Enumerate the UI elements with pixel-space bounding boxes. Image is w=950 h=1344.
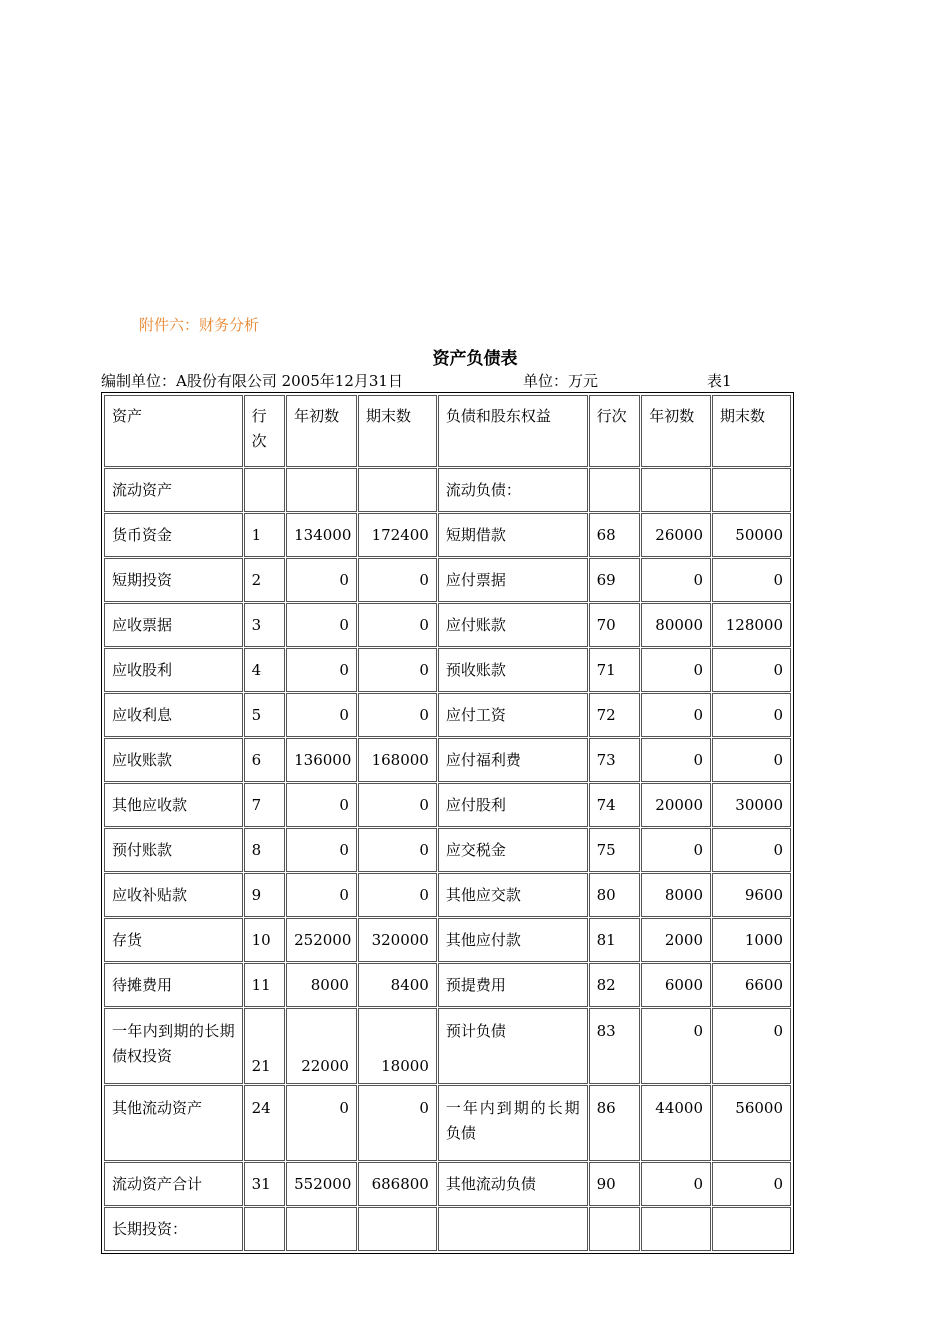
liability-name: 预计负债 [438,1008,588,1084]
liability-line: 90 [589,1162,641,1206]
liability-begin [641,1207,711,1251]
liability-begin: 8000 [641,873,711,917]
liability-begin: 0 [641,648,711,692]
liability-line: 75 [589,828,641,872]
asset-name: 流动资产 [104,468,243,512]
balance-sheet-table [103,394,792,1252]
liability-line [589,1207,641,1251]
liability-end: 30000 [712,783,791,827]
asset-begin: 0 [286,1085,357,1161]
liability-name: 短期借款 [438,513,588,557]
liability-end: 0 [712,693,791,737]
page-title: 资产负债表 [432,349,518,369]
asset-begin: 0 [286,873,357,917]
header-liabilities: 负债和股东权益 [438,395,588,467]
liability-end: 0 [712,1008,791,1084]
liability-begin: 0 [641,1162,711,1206]
asset-end: 168000 [358,738,437,782]
asset-name: 其他应收款 [104,783,243,827]
liability-name: 预提费用 [438,963,588,1007]
liability-line: 86 [589,1085,641,1161]
asset-name: 应收利息 [104,693,243,737]
asset-end: 0 [358,603,437,647]
table-row [104,1207,791,1251]
liability-end [712,468,791,512]
asset-line: 1 [244,513,285,557]
liability-name: 流动负债： [438,468,588,512]
liability-begin: 44000 [641,1085,711,1161]
liability-name: 应付福利费 [438,738,588,782]
asset-begin [286,468,357,512]
asset-name: 应收股利 [104,648,243,692]
liability-end: 50000 [712,513,791,557]
table-row [104,558,791,602]
currency-unit: 单位：万元 [523,372,599,390]
table-row [104,693,791,737]
header-end-b: 期末数 [712,395,791,467]
liability-line: 70 [589,603,641,647]
asset-name: 长期投资： [104,1207,243,1251]
liability-end [712,1207,791,1251]
table-number: 表1 [707,372,732,390]
liability-end: 0 [712,738,791,782]
liability-line: 71 [589,648,641,692]
asset-end: 0 [358,783,437,827]
asset-name: 待摊费用 [104,963,243,1007]
asset-end: 0 [358,648,437,692]
header-row [104,395,791,467]
liability-end: 0 [712,1162,791,1206]
liability-begin: 20000 [641,783,711,827]
liability-end: 0 [712,828,791,872]
table-row [104,1085,791,1161]
header-line-b: 行次 [589,395,641,467]
liability-begin: 2000 [641,918,711,962]
liability-name: 应交税金 [438,828,588,872]
table-row [104,783,791,827]
asset-end [358,468,437,512]
asset-begin [286,1207,357,1251]
asset-begin: 252000 [286,918,357,962]
asset-line: 31 [244,1162,285,1206]
liability-begin: 0 [641,558,711,602]
asset-line: 11 [244,963,285,1007]
asset-name: 应收票据 [104,603,243,647]
asset-end [358,1207,437,1251]
asset-begin: 0 [286,648,357,692]
liability-line: 68 [589,513,641,557]
liability-name: 其他应交款 [438,873,588,917]
asset-line: 5 [244,693,285,737]
asset-end: 172400 [358,513,437,557]
asset-end: 0 [358,558,437,602]
liability-end: 6600 [712,963,791,1007]
asset-name: 应收补贴款 [104,873,243,917]
attachment-label: 附件六：财务分析 [139,316,260,334]
liability-line: 83 [589,1008,641,1084]
asset-line: 8 [244,828,285,872]
liability-name [438,1207,588,1251]
liability-begin: 80000 [641,603,711,647]
asset-name: 一年内到期的长期债权投资 [104,1008,243,1084]
header-begin-b: 年初数 [641,395,711,467]
liability-name: 应付账款 [438,603,588,647]
table-row [104,603,791,647]
asset-begin: 552000 [286,1162,357,1206]
liability-end: 0 [712,558,791,602]
table-row [104,468,791,512]
asset-line: 4 [244,648,285,692]
header-end-a: 期末数 [358,395,437,467]
table-row [104,1162,791,1206]
asset-begin: 0 [286,828,357,872]
company-date: 编制单位：A股份有限公司 2005年12月31日 [101,372,403,390]
table-row [104,918,791,962]
asset-end: 0 [358,873,437,917]
asset-line: 10 [244,918,285,962]
table-row [104,648,791,692]
liability-end: 56000 [712,1085,791,1161]
asset-begin: 0 [286,603,357,647]
table-row [104,963,791,1007]
asset-end: 0 [358,828,437,872]
liability-name: 应付票据 [438,558,588,602]
asset-name: 存货 [104,918,243,962]
liability-line: 80 [589,873,641,917]
asset-begin: 22000 [286,1008,357,1084]
liability-name: 预收账款 [438,648,588,692]
liability-line: 73 [589,738,641,782]
liability-line: 69 [589,558,641,602]
table-row [104,873,791,917]
header-asset: 资产 [104,395,243,467]
asset-end: 0 [358,1085,437,1161]
liability-begin: 6000 [641,963,711,1007]
header-line-a: 行 次 [244,395,285,467]
asset-name: 预付账款 [104,828,243,872]
liability-begin: 0 [641,738,711,782]
asset-end: 686800 [358,1162,437,1206]
liability-name: 一年内到期的长期负债 [438,1085,588,1161]
liability-end: 1000 [712,918,791,962]
asset-line [244,468,285,512]
liability-name: 应付工资 [438,693,588,737]
asset-line [244,1207,285,1251]
liability-begin [641,468,711,512]
asset-name: 其他流动资产 [104,1085,243,1161]
liability-begin: 26000 [641,513,711,557]
header-begin-a: 年初数 [286,395,357,467]
asset-line: 3 [244,603,285,647]
balance-sheet [101,392,794,1254]
table-row [104,738,791,782]
asset-name: 货币资金 [104,513,243,557]
asset-begin: 136000 [286,738,357,782]
liability-name: 应付股利 [438,783,588,827]
asset-end: 320000 [358,918,437,962]
liability-end: 9600 [712,873,791,917]
asset-end: 18000 [358,1008,437,1084]
asset-line: 21 [244,1008,285,1084]
liability-line: 81 [589,918,641,962]
asset-name: 应收账款 [104,738,243,782]
liability-begin: 0 [641,693,711,737]
asset-name: 流动资产合计 [104,1162,243,1206]
asset-begin: 0 [286,693,357,737]
liability-name: 其他流动负债 [438,1162,588,1206]
asset-line: 9 [244,873,285,917]
asset-name: 短期投资 [104,558,243,602]
asset-line: 24 [244,1085,285,1161]
table-row [104,513,791,557]
liability-begin: 0 [641,828,711,872]
asset-line: 2 [244,558,285,602]
asset-begin: 0 [286,783,357,827]
table-row [104,828,791,872]
liability-begin: 0 [641,1008,711,1084]
asset-begin: 0 [286,558,357,602]
asset-line: 6 [244,738,285,782]
liability-line: 72 [589,693,641,737]
liability-line: 74 [589,783,641,827]
asset-begin: 134000 [286,513,357,557]
asset-begin: 8000 [286,963,357,1007]
liability-end: 128000 [712,603,791,647]
liability-line: 82 [589,963,641,1007]
liability-end: 0 [712,648,791,692]
asset-end: 8400 [358,963,437,1007]
table-row [104,1008,791,1084]
asset-end: 0 [358,693,437,737]
asset-line: 7 [244,783,285,827]
liability-line [589,468,641,512]
liability-name: 其他应付款 [438,918,588,962]
